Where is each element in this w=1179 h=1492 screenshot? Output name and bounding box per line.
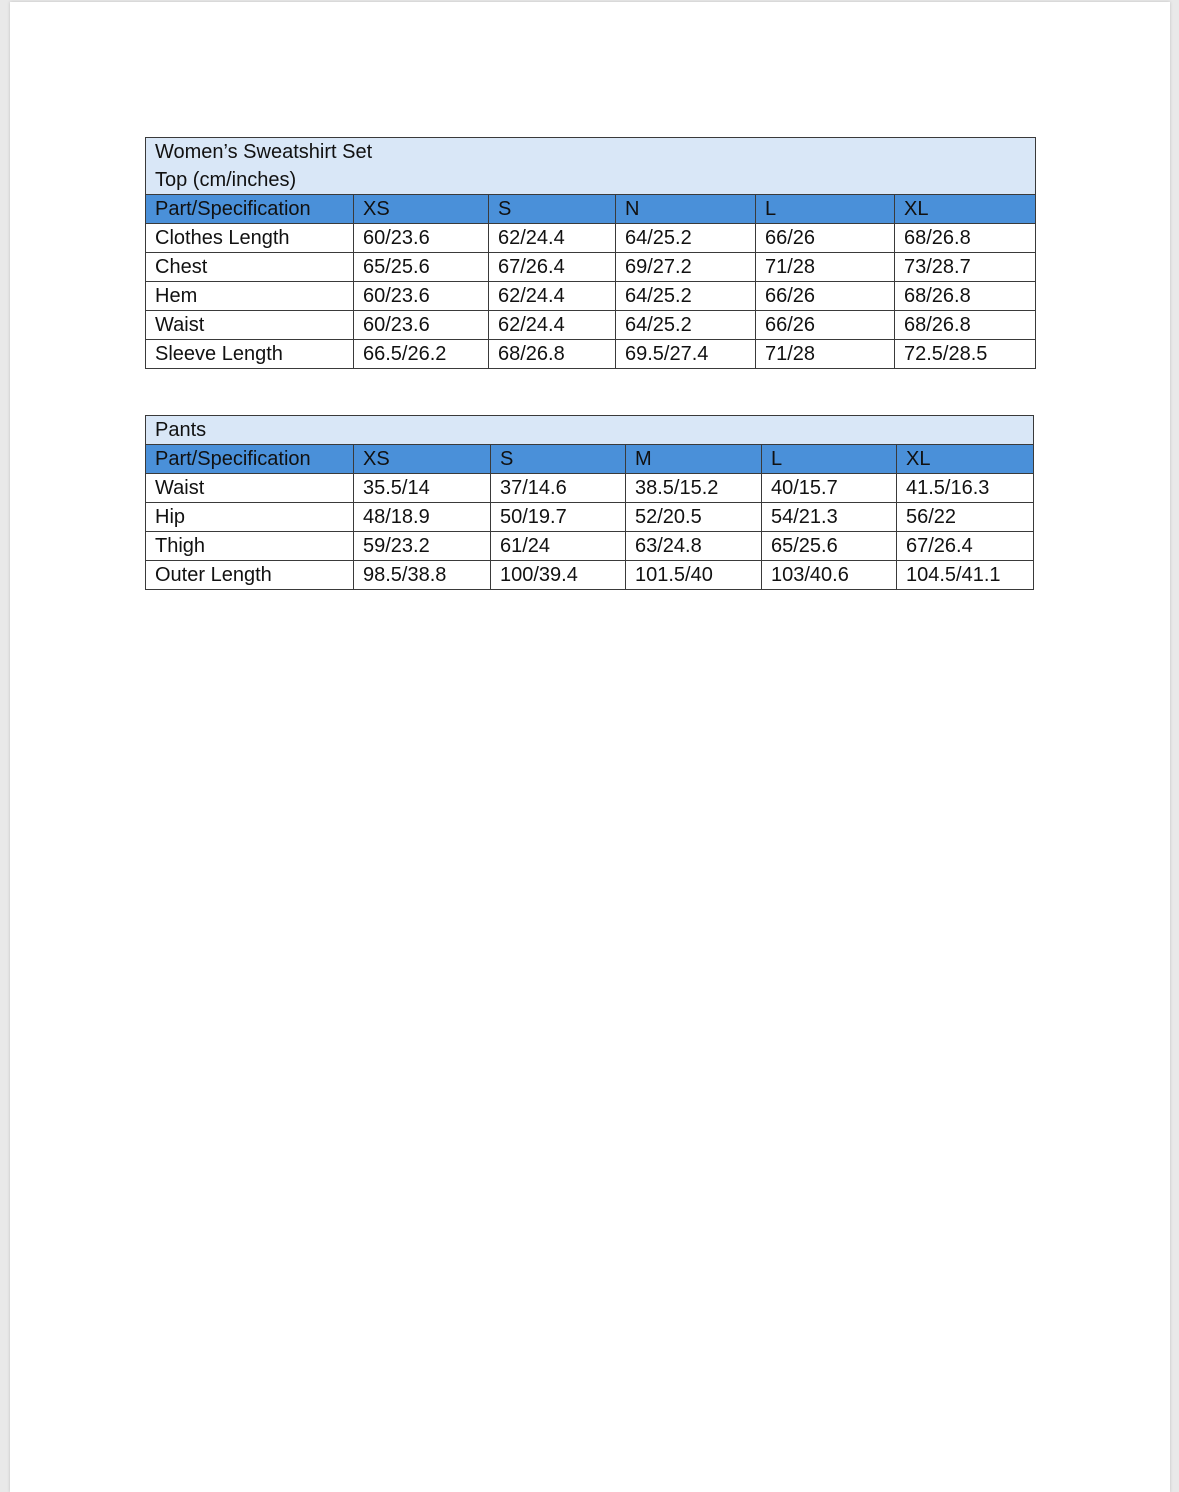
pants-size-table <box>145 415 1034 590</box>
table-cell: 48/18.9 <box>354 503 491 532</box>
header-cell: XS <box>354 195 489 224</box>
table-cell: 68/26.8 <box>895 224 1036 253</box>
table-row <box>146 224 1036 253</box>
table-row <box>146 532 1034 561</box>
table-cell: 35.5/14 <box>354 474 491 503</box>
table-cell: Waist <box>146 474 354 503</box>
table-cell: 64/25.2 <box>616 282 756 311</box>
table-cell: 61/24 <box>491 532 626 561</box>
table-row <box>146 340 1036 369</box>
top-table-title-line2: Top (cm/inches) <box>155 169 297 191</box>
header-cell: L <box>762 445 897 474</box>
table-row <box>146 253 1036 282</box>
header-cell: M <box>626 445 762 474</box>
top-table-title-line1: Women’s Sweatshirt Set <box>155 141 373 163</box>
table-row <box>146 282 1036 311</box>
table-cell: Sleeve Length <box>146 340 354 369</box>
table-cell: 103/40.6 <box>762 561 897 590</box>
table-cell: 64/25.2 <box>616 311 756 340</box>
table-cell: 66/26 <box>756 311 895 340</box>
table-cell: 64/25.2 <box>616 224 756 253</box>
table-cell: 65/25.6 <box>354 253 489 282</box>
table-cell: 50/19.7 <box>491 503 626 532</box>
table-cell: Clothes Length <box>146 224 354 253</box>
table-cell: 69/27.2 <box>616 253 756 282</box>
top-size-table <box>145 137 1036 369</box>
table-cell: 40/15.7 <box>762 474 897 503</box>
table-cell: 37/14.6 <box>491 474 626 503</box>
header-cell: L <box>756 195 895 224</box>
table-cell: Waist <box>146 311 354 340</box>
table-cell: Hip <box>146 503 354 532</box>
header-cell: S <box>489 195 616 224</box>
header-cell: XS <box>354 445 491 474</box>
header-cell: XL <box>895 195 1036 224</box>
table-cell: Chest <box>146 253 354 282</box>
table-cell: 60/23.6 <box>354 311 489 340</box>
table-cell: 62/24.4 <box>489 224 616 253</box>
table-cell: 41.5/16.3 <box>897 474 1034 503</box>
table-cell: 73/28.7 <box>895 253 1036 282</box>
table-cell: Outer Length <box>146 561 354 590</box>
header-cell: S <box>491 445 626 474</box>
table-cell: 38.5/15.2 <box>626 474 762 503</box>
header-cell: XL <box>897 445 1034 474</box>
table-cell: 65/25.6 <box>762 532 897 561</box>
header-cell: N <box>616 195 756 224</box>
table-cell: 98.5/38.8 <box>354 561 491 590</box>
header-cell: Part/Specification <box>146 445 354 474</box>
table-cell: 52/20.5 <box>626 503 762 532</box>
table-cell: 63/24.8 <box>626 532 762 561</box>
header-cell: Part/Specification <box>146 195 354 224</box>
table-cell: 66/26 <box>756 224 895 253</box>
table-cell: 60/23.6 <box>354 282 489 311</box>
table-cell: 54/21.3 <box>762 503 897 532</box>
document-page <box>10 2 1170 1492</box>
table-row <box>146 474 1034 503</box>
table-cell: 68/26.8 <box>895 282 1036 311</box>
pants-table-title: Pants <box>146 416 1034 445</box>
table-cell: 67/26.4 <box>897 532 1034 561</box>
table-cell: 69.5/27.4 <box>616 340 756 369</box>
top-table-header-row <box>146 195 1036 224</box>
table-row <box>146 561 1034 590</box>
table-cell: 71/28 <box>756 340 895 369</box>
top-table-title <box>146 138 1036 195</box>
table-row <box>146 311 1036 340</box>
table-cell: 68/26.8 <box>895 311 1036 340</box>
table-cell: 66.5/26.2 <box>354 340 489 369</box>
table-cell: 72.5/28.5 <box>895 340 1036 369</box>
table-cell: 60/23.6 <box>354 224 489 253</box>
table-cell: 71/28 <box>756 253 895 282</box>
pants-table-header-row <box>146 445 1034 474</box>
table-cell: Thigh <box>146 532 354 561</box>
table-cell: 59/23.2 <box>354 532 491 561</box>
table-cell: 68/26.8 <box>489 340 616 369</box>
table-cell: 100/39.4 <box>491 561 626 590</box>
table-cell: 104.5/41.1 <box>897 561 1034 590</box>
table-cell: Hem <box>146 282 354 311</box>
table-cell: 101.5/40 <box>626 561 762 590</box>
table-cell: 62/24.4 <box>489 282 616 311</box>
table-row <box>146 503 1034 532</box>
table-cell: 62/24.4 <box>489 311 616 340</box>
table-cell: 66/26 <box>756 282 895 311</box>
table-cell: 67/26.4 <box>489 253 616 282</box>
table-cell: 56/22 <box>897 503 1034 532</box>
